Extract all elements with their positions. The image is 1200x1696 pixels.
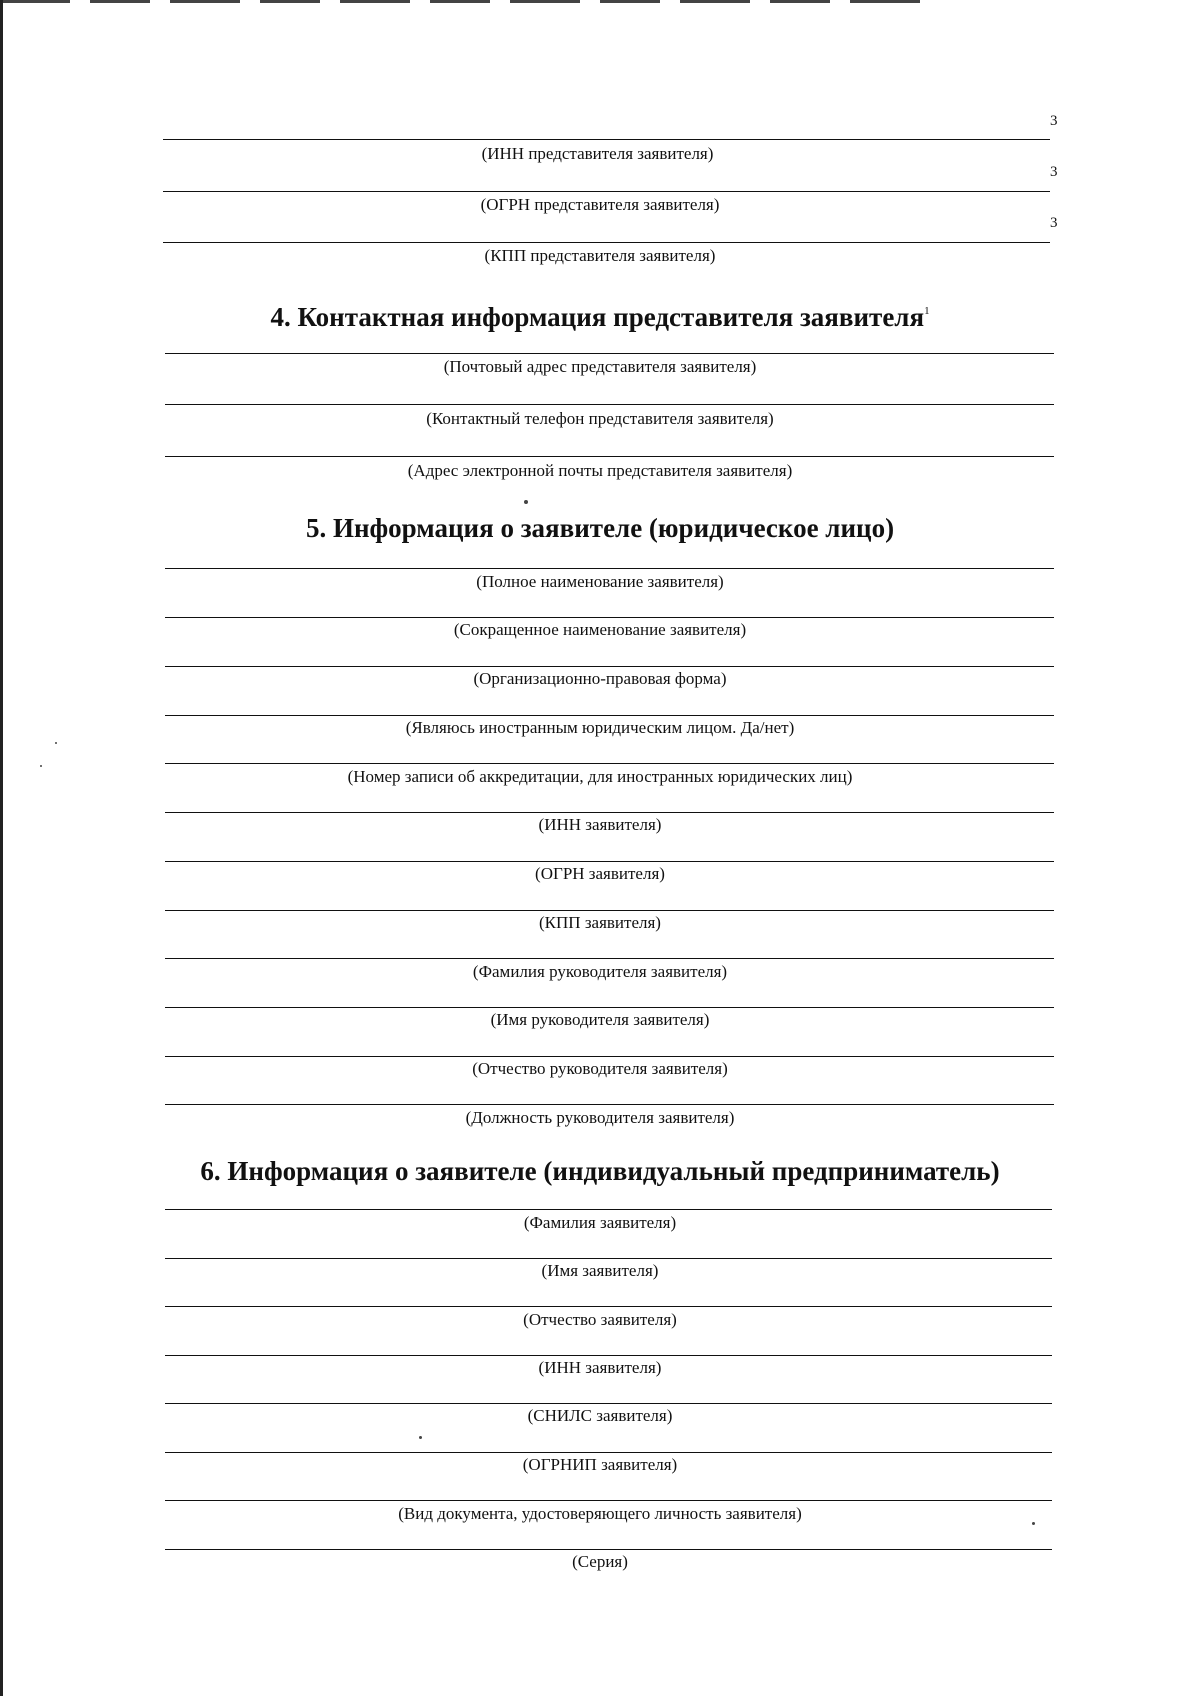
field-caption: (ОГРН заявителя) [535,864,665,883]
field-caption: (Серия) [572,1552,628,1571]
field-caption: (Являюсь иностранным юридическим лицом. Да/нет) [405,718,795,737]
footnote-mark: 1 [924,305,930,317]
field-caption: (Должность руководителя заявителя) [465,1108,735,1127]
scan-speck [524,500,528,504]
field-caption: (Почтовый адрес представителя заявителя) [443,357,757,376]
page-marker: 3 [1050,164,1058,180]
field-line [165,715,1054,716]
field-line [163,191,1050,192]
field-caption: (Организационно-правовая форма) [473,669,727,688]
page-marker: 3 [1050,113,1058,129]
field-line [165,910,1054,911]
field-line [165,404,1054,405]
scan-top-edge [0,0,940,3]
field-caption: (ОГРН представителя заявителя) [480,195,720,214]
field-line [165,1056,1054,1057]
scan-speck [40,765,42,767]
field-caption: (КПП представителя заявителя) [484,246,716,265]
field-line [165,861,1054,862]
scan-speck [55,742,57,744]
field-caption: (Контактный телефон представителя заявителя) [426,409,774,428]
field-caption: (Сокращенное наименование заявителя) [453,620,747,639]
scan-speck [1032,1522,1035,1525]
section-5-title: 5. Информация о заявителе (юридическое лицо) [305,513,895,543]
field-caption: (Вид документа, удостоверяющего личность заявителя) [398,1504,802,1523]
field-caption: (Полное наименование заявителя) [476,572,724,591]
scan-speck [419,1436,422,1439]
field-caption: (Номер записи об аккредитации, для иностранных юридических лиц) [347,767,853,786]
field-caption: (Фамилия заявителя) [523,1213,677,1232]
field-line [163,242,1050,243]
field-line [165,958,1054,959]
field-caption: (Отчество руководителя заявителя) [472,1059,728,1078]
page-marker: 3 [1050,215,1058,231]
field-line [165,1306,1052,1307]
field-caption: (Адрес электронной почты представителя заявителя) [407,461,793,480]
field-caption: (КПП заявителя) [539,913,661,932]
section-6-title: 6. Информация о заявителе (индивидуальный предприниматель) [200,1156,1000,1186]
field-caption: (Отчество заявителя) [523,1310,677,1329]
field-caption: (ОГРНИП заявителя) [522,1455,678,1474]
section-4-title: 4. Контактная информация представителя заявителя [270,302,925,332]
field-line [165,1007,1054,1008]
field-caption: (Имя заявителя) [541,1261,659,1280]
section-4-heading [0,296,1200,332]
field-line [165,353,1054,354]
field-caption: (ИНН заявителя) [538,815,662,834]
field-caption: (Фамилия руководителя заявителя) [472,962,728,981]
field-caption: (ИНН представителя заявителя) [481,144,714,163]
section-5-heading [0,513,1200,543]
field-line [165,1500,1052,1501]
section-6-heading [0,1156,1200,1186]
field-line [165,1355,1052,1356]
field-caption: (СНИЛС заявителя) [527,1406,673,1425]
field-line [165,1258,1052,1259]
field-caption: (ИНН заявителя) [538,1358,662,1377]
field-line [165,1452,1052,1453]
field-line [165,456,1054,457]
field-line [165,1403,1052,1404]
field-line [163,139,1050,140]
field-line [165,617,1054,618]
field-line [165,812,1054,813]
field-line [165,1104,1054,1105]
field-line [165,1209,1052,1210]
field-line [165,666,1054,667]
field-line [165,763,1054,764]
field-line [165,1549,1052,1550]
field-line [165,568,1054,569]
field-caption: (Имя руководителя заявителя) [490,1010,710,1029]
